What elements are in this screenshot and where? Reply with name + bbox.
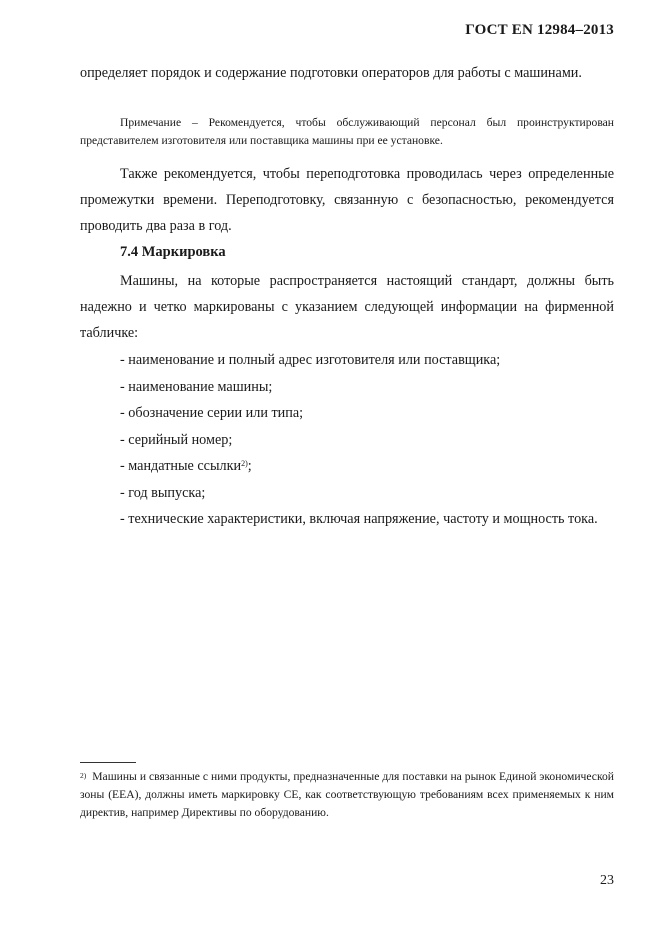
list-item: - год выпуска;	[120, 484, 206, 501]
list-item: - серийный номер;	[120, 431, 233, 448]
list-item: - наименование машины;	[120, 378, 273, 395]
footnote-separator	[80, 762, 136, 763]
list-item: - наименование и полный адрес изготовителя или поставщика;	[120, 352, 501, 368]
note-block	[80, 114, 614, 150]
marking-section-block	[80, 268, 614, 346]
list-item: - обозначение серии или типа;	[120, 405, 304, 421]
marking-intro-paragraph: Машины, на которые распространяется настоящий стандарт, должны быть надежно и четко маркированы с указанием следующей информации на фирменной табличке:	[80, 273, 614, 341]
section-title: 7.4 Маркировка	[120, 244, 226, 260]
list-item-punctuation: ;	[247, 458, 252, 474]
note-paragraph: Примечание – Рекомендуется, чтобы обслуживающий персонал был проинструктирован представителем изготовителя или поставщика машины при ее установке.	[80, 116, 614, 147]
marking-list	[80, 347, 614, 533]
list-item-with-footnote	[80, 453, 614, 480]
continuation-paragraph-block	[80, 60, 614, 86]
footnote-marker: 2)	[80, 771, 87, 780]
page-number: 23	[600, 873, 614, 888]
continuation-paragraph: определяет порядок и содержание подготовки операторов для работы с машинами.	[80, 65, 582, 81]
footnote-reference[interactable]: 2)	[241, 459, 248, 468]
list-item-text: - мандатные ссылки	[120, 458, 242, 474]
retraining-paragraph-block	[80, 161, 614, 239]
footnote	[80, 768, 614, 822]
list-item: - технические характеристики, включая напряжение, частоту и мощность тока.	[120, 511, 598, 527]
retraining-paragraph: Также рекомендуется, чтобы переподготовка проводилась через определенные промежутки времени. Переподготовку, связанную с безопасностью, рекомендуется проводить два раза в год.	[80, 166, 614, 234]
document-standard-header: ГОСТ EN 12984–2013	[465, 22, 614, 38]
footnote-text: Машины и связанные с ними продукты, предназначенные для поставки на рынок Единой экономической зоны (EEA), должны иметь маркировку CE, как соответствующую требованиям всех применяемых к ним директив, например Директивы по оборудованию.	[80, 770, 614, 819]
